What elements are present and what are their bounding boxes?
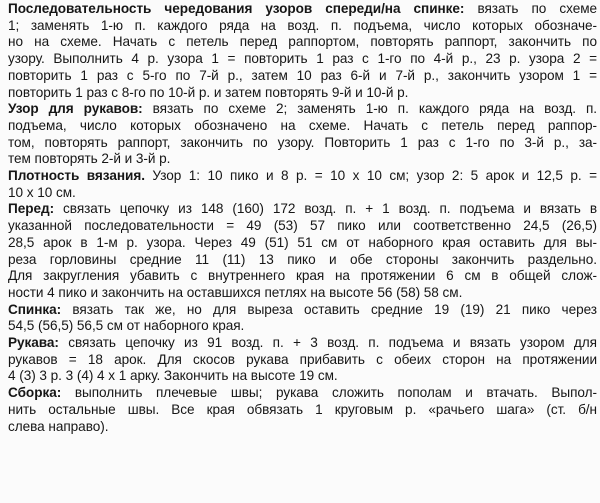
text-line <box>8 318 597 335</box>
body-text: указанной последовательности = 49 (53) 57 пико или соответственно 24,5 (26,5) <box>8 218 597 234</box>
text-line <box>8 285 597 302</box>
section-heading: Спинка: <box>8 301 62 317</box>
section-heading: Рукава: <box>8 335 59 351</box>
body-text: ности 4 пико и закончить на оставшихся петлях на высоте 56 (58) 58 см. <box>8 284 463 300</box>
text-line <box>8 118 597 135</box>
text-line <box>8 101 597 118</box>
body-text: подъема, число которых обозначено на схеме. Начать с петель перед раппор- <box>8 117 597 133</box>
section-heading: Плотность вязания. <box>8 168 145 184</box>
body-text: рукавов = 18 арок. Для скосов рукава прибавить с обеих сторон на протяжении <box>8 351 597 367</box>
body-text: связать цепочку из 91 возд. п. + 3 возд. п. подъема и вязать узором для <box>58 335 597 351</box>
body-text: узору. Выполнить 4 р. узора 1 = повторить 1 раз с 1-го по 4-й р., 23 р. узора 2 = <box>8 51 597 67</box>
text-line <box>8 18 597 35</box>
text-line <box>8 1 597 18</box>
section-sleeves <box>8 335 597 385</box>
text-line <box>8 185 597 202</box>
text-line <box>8 368 597 385</box>
body-text: вязать по схеме 2; заменять 1-ю п. каждого ряда на возд. п. <box>142 101 597 117</box>
text-line <box>8 168 597 185</box>
section-heading: Последовательность чередования узоров спереди/на спинке: <box>8 1 465 16</box>
body-text: повторить 1 раз с 8-го по 10-й р. и затем повторять 9-й и 10-й р. <box>8 84 409 100</box>
body-text: вязать так же, но для выреза оставить средние 19 (19) 21 пико через <box>61 301 597 317</box>
body-text: но на схеме. Начать с петель перед раппортом, повторять раппорт, закончить по <box>8 34 597 50</box>
text-line <box>8 85 597 102</box>
text-line <box>8 34 597 51</box>
body-text: выполнить плечевые швы; рукава сложить пополам и втачать. Выпол- <box>61 385 597 401</box>
section-gauge <box>8 168 597 201</box>
text-line <box>8 68 597 85</box>
text-line <box>8 419 597 436</box>
body-text: повторить 1 раз с 5-го по 7-й р., затем 10 раз 6-й и 7-й р., закончить узором 1 = <box>8 67 597 83</box>
section-back <box>8 302 597 335</box>
body-text: 4 (3) 3 р. 3 (4) 4 х 1 арку. Закончить на высоте 19 см. <box>8 368 338 384</box>
body-text: вязать по схеме <box>464 1 597 16</box>
section-sleeve-pattern <box>8 101 597 168</box>
section-front <box>8 201 597 301</box>
body-text: том, повторять раппорт, закончить по узору. Повторить 1 раз с 1-го по 3-й р., за- <box>8 134 597 150</box>
body-text: связать цепочку из 148 (160) 172 возд. п. + 1 возд. п. подъема и вязать в <box>54 201 597 217</box>
body-text: 54,5 (56,5) 56,5 см от наборного края. <box>8 318 245 334</box>
section-heading: Перед: <box>8 201 55 217</box>
section-pattern-sequence <box>8 1 597 101</box>
text-line <box>8 335 597 352</box>
text-line <box>8 352 597 369</box>
text-line <box>8 135 597 152</box>
body-text: 1; заменять 1-ю п. каждого ряда на возд. п. подъема, число которых обозначе- <box>8 17 597 33</box>
text-line <box>8 402 597 419</box>
body-text: 10 х 10 см. <box>8 184 76 200</box>
text-line <box>8 218 597 235</box>
text-line <box>8 252 597 269</box>
body-text: слева направо). <box>8 418 109 434</box>
section-assembly <box>8 385 597 435</box>
body-text: нить остальные швы. Все края обвязать 1 круговым р. «рачьего шага» (ст. б/н <box>8 401 597 417</box>
text-line <box>8 151 597 168</box>
text-line <box>8 385 597 402</box>
text-line <box>8 302 597 319</box>
section-heading: Узор для рукавов: <box>8 101 143 117</box>
body-text: Для закругления убавить с внутреннего края на протяжении 6 см в общей слож- <box>8 268 597 284</box>
body-text: тем повторять 2-й и 3-й р. <box>8 151 171 167</box>
body-text: 28,5 арок в 1-м р. узора. Через 49 (51) 51 см от наборного края оставить для вы- <box>8 234 597 250</box>
section-heading: Сборка: <box>8 385 62 401</box>
body-text: реза горловины средние 11 (11) 13 пико и обе стороны закончить раздельно. <box>8 251 597 267</box>
body-text: Узор 1: 10 пико и 8 р. = 10 х 10 см; узор 2: 5 арок и 12,5 р. = <box>144 168 597 184</box>
text-line <box>8 235 597 252</box>
text-line <box>8 268 597 285</box>
text-line <box>8 51 597 68</box>
text-line <box>8 201 597 218</box>
